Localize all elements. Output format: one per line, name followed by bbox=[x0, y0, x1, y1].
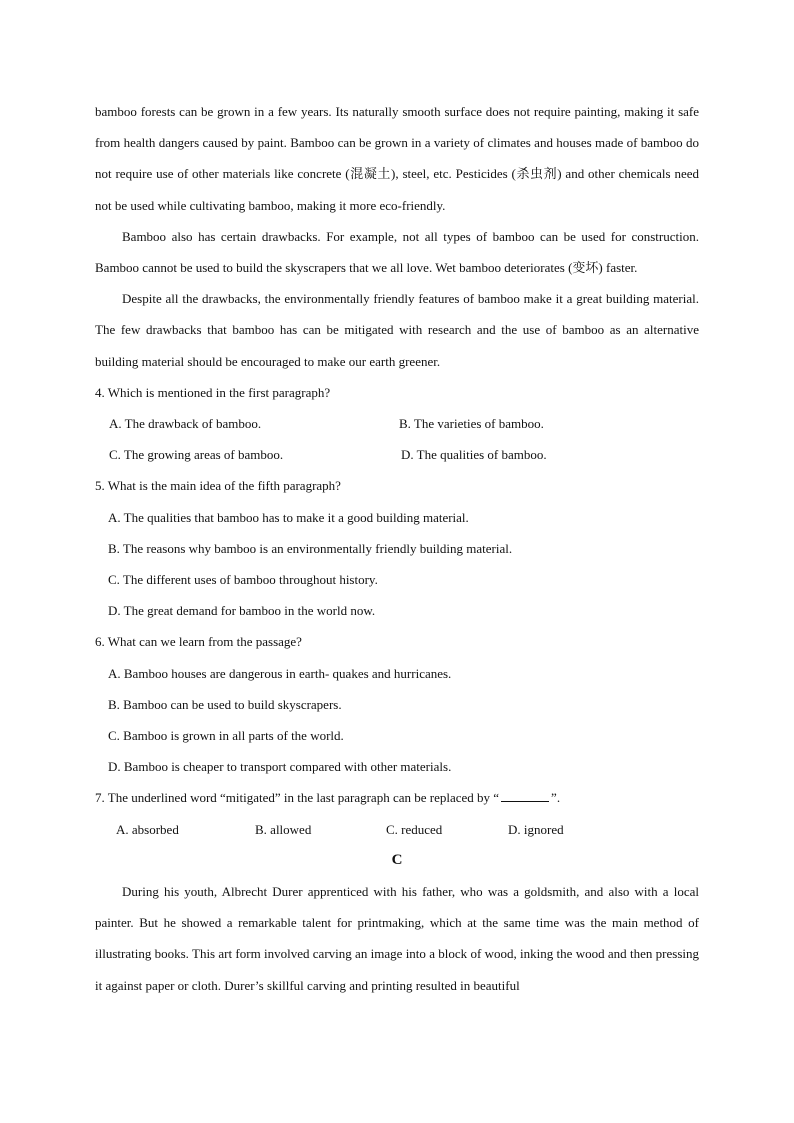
option-d: D. Bamboo is cheaper to transport compared with other materials. bbox=[108, 759, 452, 775]
option-c: C. Bamboo is grown in all parts of the world. bbox=[108, 728, 344, 744]
passage-paragraph: Bamboo also has certain drawbacks. For example, not all types of bamboo can be used for construction. Bamboo cannot be used to build the skyscrapers that we all love. Wet bamboo deteriorates (变坏) faster. bbox=[95, 228, 699, 276]
option-row bbox=[95, 439, 699, 470]
passage-paragraph: bamboo forests can be grown in a few years. Its naturally smooth surface does not require painting, making it safe from health dangers caused by paint. Bamboo can be grown in a variety of climates and houses made of bamboo do not require use of other materials like concrete (混凝土), steel, etc. Pesticides (杀虫剂) and other chemicals need not be used while cultivating bamboo, making it more eco-friendly. bbox=[95, 104, 699, 213]
option-d: D. ignored bbox=[508, 821, 564, 837]
option-a: A. The drawback of bamboo. bbox=[109, 416, 262, 432]
document-page bbox=[95, 96, 699, 1001]
option-b: B. Bamboo can be used to build skyscrapers. bbox=[108, 696, 342, 712]
question-stem: 4. Which is mentioned in the first paragraph? bbox=[95, 384, 331, 400]
question-stem: 6. What can we learn from the passage? bbox=[95, 634, 302, 650]
option-c: C. reduced bbox=[386, 821, 443, 837]
passage-paragraph: During his youth, Albrecht Durer apprenticed with his father, who was a goldsmith, and also with a local painter. But he showed a remarkable talent for printmaking, which at the same time was the main method of illustrating books. This art form involved carving an image into a block of wood, inking the wood and then pressing it against paper or cloth. Durer’s skillful carving and printing resulted in beautiful bbox=[95, 884, 699, 993]
option-d: D. The great demand for bamboo in the world now. bbox=[108, 603, 376, 619]
question-stem-start: 7. The underlined word “mitigated” in the last paragraph can be replaced by “ bbox=[95, 790, 500, 806]
option-a: A. The qualities that bamboo has to make it a good building material. bbox=[108, 509, 469, 525]
option-d: D. The qualities of bamboo. bbox=[401, 447, 547, 463]
question-7 bbox=[95, 782, 699, 844]
passage-paragraph: Despite all the drawbacks, the environmentally friendly features of bamboo make it a great building material. The few drawbacks that bamboo has can be mitigated with research and the use of bamboo as an alternative building material should be encouraged to make our earth greener. bbox=[95, 291, 699, 369]
option-b: B. The reasons why bamboo is an environmentally friendly building material. bbox=[108, 540, 513, 556]
question-6 bbox=[95, 626, 699, 782]
option-b: B. The varieties of bamboo. bbox=[399, 416, 544, 432]
option-c: C. The growing areas of bamboo. bbox=[109, 447, 284, 463]
option-c: C. The different uses of bamboo throughout history. bbox=[108, 572, 378, 588]
option-row bbox=[95, 408, 699, 439]
question-stem-end: ”. bbox=[551, 790, 561, 806]
question-stem: 5. What is the main idea of the fifth paragraph? bbox=[95, 478, 341, 494]
option-b: B. allowed bbox=[255, 821, 312, 837]
question-stem bbox=[95, 782, 699, 813]
option-row bbox=[95, 814, 699, 845]
option-a: A. absorbed bbox=[116, 821, 179, 837]
question-5 bbox=[95, 470, 699, 626]
option-a: A. Bamboo houses are dangerous in earth- quakes and hurricanes. bbox=[108, 665, 452, 681]
question-4 bbox=[95, 377, 699, 471]
section-title: C bbox=[391, 851, 403, 868]
answer-blank bbox=[501, 789, 549, 802]
